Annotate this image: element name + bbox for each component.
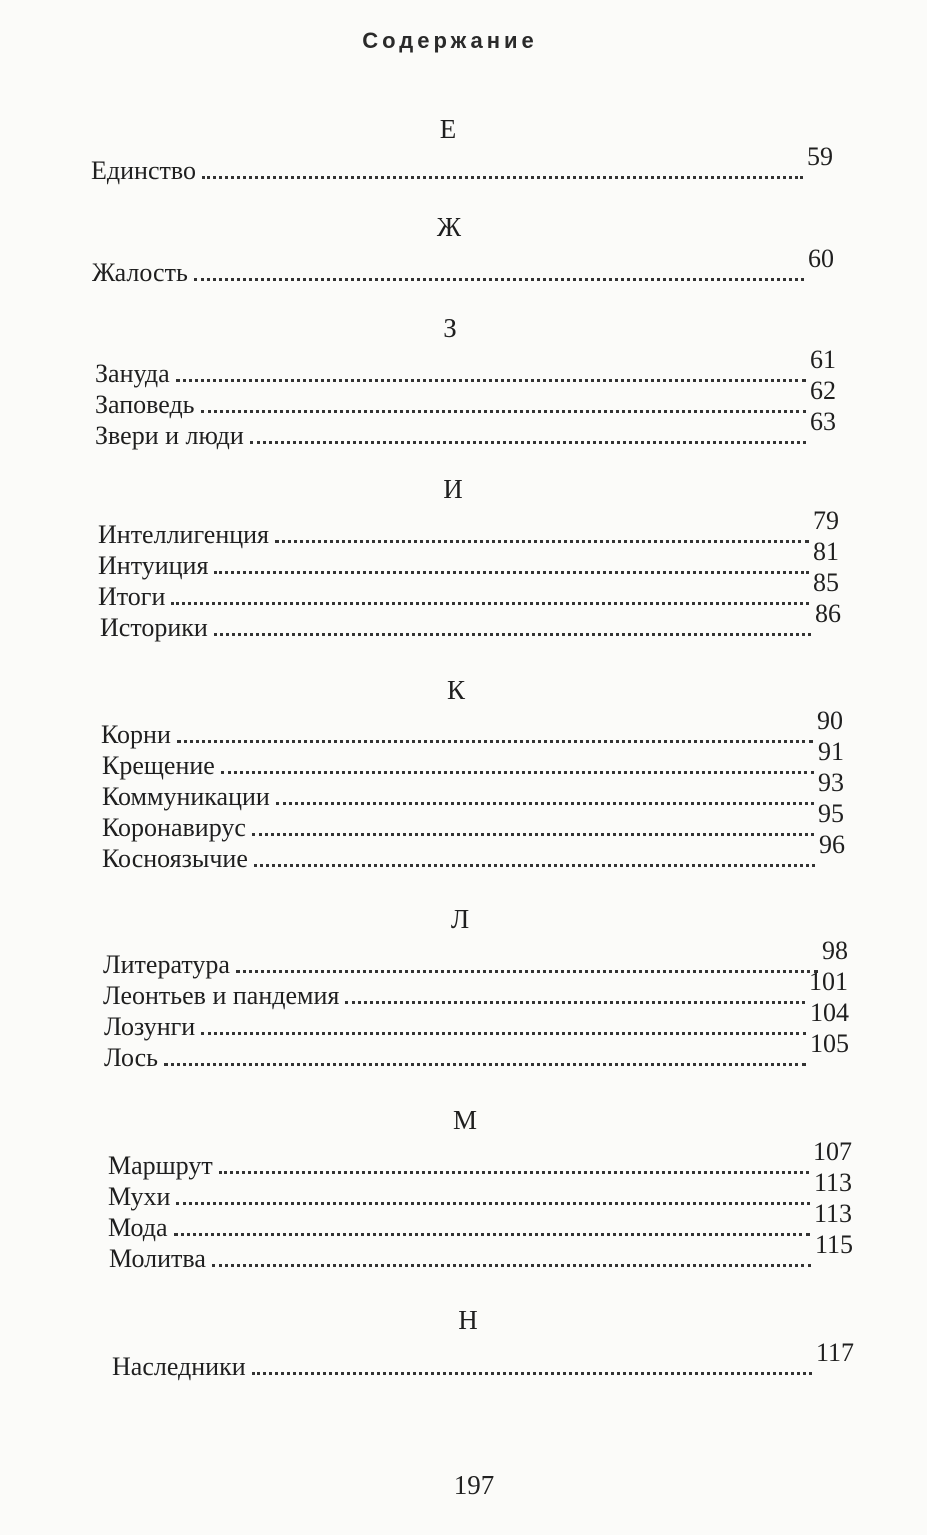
- toc-entry-kreshchenie[interactable]: [102, 737, 844, 781]
- entry-title: Зануда: [95, 359, 170, 388]
- entry-page: 117: [815, 1338, 854, 1367]
- toc-entry-kosnoyazychie[interactable]: [102, 830, 845, 874]
- toc-entry-literatura[interactable]: [103, 936, 848, 980]
- entry-page: 91: [818, 737, 844, 766]
- entry-title: Леонтьев и пандемия: [103, 981, 340, 1010]
- dot-leader: [276, 802, 814, 805]
- entry-page: 81: [813, 537, 839, 566]
- entry-title: Коронавирус: [102, 813, 246, 842]
- dot-leader: [236, 970, 818, 973]
- entry-title: Историки: [100, 613, 208, 642]
- entry-page: 113: [813, 1199, 852, 1228]
- section-letter-ka: К: [446, 675, 466, 705]
- page-header: Содержание: [362, 28, 538, 53]
- dot-leader: [171, 602, 809, 605]
- dot-leader: [177, 740, 813, 743]
- toc-entry-los[interactable]: [104, 1029, 849, 1073]
- entry-page: 93: [818, 768, 844, 797]
- entry-title: Заповедь: [95, 390, 195, 419]
- section-letter-ze: З: [443, 313, 457, 343]
- entry-title: Интеллигенция: [98, 520, 270, 549]
- toc-entry-intuitsiya[interactable]: [98, 537, 839, 581]
- entry-page: 98: [822, 936, 848, 965]
- entry-page: 62: [810, 376, 836, 405]
- entry-page: 79: [813, 506, 839, 535]
- entry-title: Коммуникации: [102, 782, 270, 811]
- toc-entry-kommunikatsii[interactable]: [102, 768, 844, 812]
- toc-entry-edinstvo[interactable]: [91, 142, 833, 186]
- section-letter-zhe: Ж: [436, 212, 462, 242]
- dot-leader: [345, 1001, 805, 1004]
- dot-leader: [201, 1032, 806, 1035]
- entry-title: Единство: [91, 156, 196, 185]
- entry-title: Крещение: [102, 751, 215, 780]
- dot-leader: [275, 540, 809, 543]
- entry-page: 96: [819, 830, 845, 859]
- toc-entry-itogi[interactable]: [98, 568, 839, 612]
- entry-page: 85: [813, 568, 839, 597]
- dot-leader: [254, 864, 815, 867]
- dot-leader: [194, 278, 804, 281]
- entry-title: Корни: [101, 720, 171, 749]
- toc-entry-intelligentsiya[interactable]: [98, 506, 839, 550]
- dot-leader: [252, 1372, 812, 1375]
- page-number: 197: [453, 1470, 495, 1500]
- toc-entry-zhalost[interactable]: [92, 244, 834, 288]
- entry-title: Наследники: [112, 1352, 246, 1381]
- section-letter-el: Л: [450, 904, 470, 934]
- entry-page: 105: [810, 1029, 849, 1058]
- entry-page: 107: [813, 1137, 852, 1166]
- entry-page: 86: [815, 599, 841, 628]
- dot-leader: [176, 1202, 810, 1205]
- toc-entry-lozungi[interactable]: [104, 998, 849, 1042]
- section-letter-i: И: [443, 474, 463, 504]
- dot-leader: [164, 1063, 806, 1066]
- section-letter-ye: Е: [439, 114, 457, 144]
- toc-entry-koronavirus[interactable]: [102, 799, 844, 843]
- entry-title: Мода: [108, 1213, 168, 1242]
- toc-entry-marshrut[interactable]: [108, 1137, 852, 1181]
- entry-title: Жалость: [92, 258, 188, 287]
- dot-leader: [212, 1264, 811, 1267]
- entry-title: Лозунги: [104, 1012, 196, 1041]
- dot-leader: [219, 1171, 809, 1174]
- toc-entry-zveri-i-lyudi[interactable]: [95, 407, 836, 451]
- toc-entry-moda[interactable]: [108, 1199, 852, 1243]
- entry-title: Маршрут: [108, 1151, 213, 1180]
- entry-page: 60: [808, 244, 834, 273]
- section-letter-em: М: [452, 1105, 478, 1135]
- dot-leader: [214, 571, 809, 574]
- entry-page: 90: [817, 706, 843, 735]
- dot-leader: [201, 410, 806, 413]
- entry-page: 115: [814, 1230, 853, 1259]
- entry-title: Интуиция: [98, 551, 209, 580]
- entry-title: Итоги: [98, 582, 166, 611]
- dot-leader: [176, 379, 806, 382]
- toc-entry-korni[interactable]: [101, 706, 843, 750]
- toc-entry-zanuda[interactable]: [95, 345, 836, 389]
- toc-entry-istoriki[interactable]: [100, 599, 841, 643]
- toc-entry-zapoved[interactable]: [95, 376, 836, 420]
- entry-title: Литература: [103, 950, 230, 979]
- entry-title: Звери и люди: [95, 421, 244, 450]
- toc-entry-nasledniki[interactable]: [112, 1338, 854, 1382]
- dot-leader: [252, 833, 814, 836]
- entry-page: 113: [813, 1168, 852, 1197]
- toc-entry-leontev-i-pandemiya[interactable]: [103, 967, 848, 1011]
- entry-page: 61: [810, 345, 836, 374]
- dot-leader: [214, 633, 811, 636]
- entry-title: Молитва: [109, 1244, 206, 1273]
- entry-page: 101: [809, 967, 848, 996]
- section-letter-en: Н: [458, 1305, 478, 1335]
- entry-page: 59: [807, 142, 833, 171]
- entry-page: 95: [818, 799, 844, 828]
- dot-leader: [174, 1233, 810, 1236]
- entry-title: Мухи: [108, 1182, 171, 1211]
- dot-leader: [221, 771, 814, 774]
- dot-leader: [202, 176, 803, 179]
- entry-title: Лось: [104, 1043, 159, 1072]
- dot-leader: [250, 441, 806, 444]
- entry-page: 63: [810, 407, 836, 436]
- entry-page: 104: [810, 998, 849, 1027]
- toc-entry-molitva[interactable]: [109, 1230, 853, 1274]
- toc-entry-mukhi[interactable]: [108, 1168, 852, 1212]
- entry-title: Косноязычие: [102, 844, 248, 873]
